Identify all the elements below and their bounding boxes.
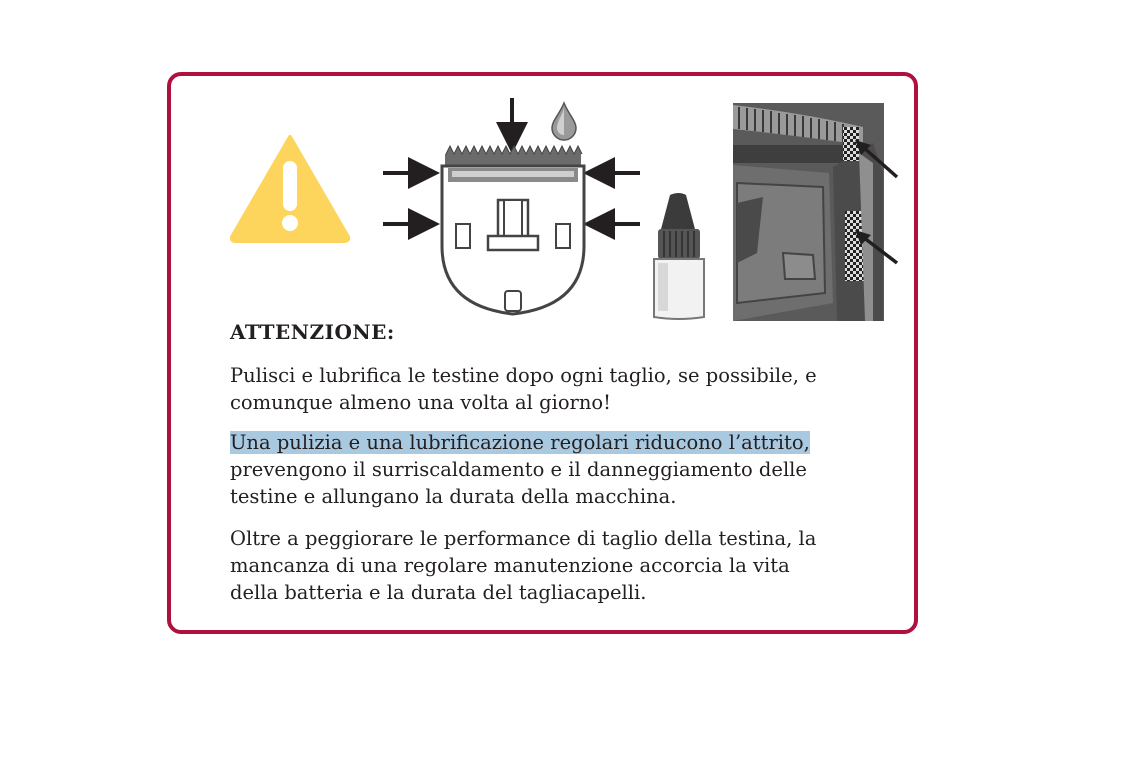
paragraph-1-line-2: comunque almeno una volta al giorno! (230, 391, 612, 414)
paragraph-2-line-3: testine e allungano la durata della macchina. (230, 485, 677, 508)
oil-drop-icon (549, 101, 579, 141)
paragraph-3-line-3: della batteria e la durata del tagliacapelli. (230, 581, 647, 604)
clipper-blade-diagram (380, 96, 650, 324)
notice-heading: ATTENZIONE: (230, 320, 395, 344)
paragraph-3-line-1: Oltre a peggiorare le performance di taglio della testina, la (230, 527, 817, 550)
paragraph-3 (230, 525, 870, 606)
blade-closeup-photo (733, 103, 905, 321)
oil-bottle-icon (650, 193, 708, 321)
paragraph-2 (230, 429, 870, 510)
paragraph-3-line-2: mancanza di una regolare manutenzione accorcia la vita (230, 554, 790, 577)
warning-triangle-icon (228, 133, 352, 243)
highlighted-text: Una pulizia e una lubrificazione regolari riducono l’attrito, (230, 431, 810, 454)
paragraph-1 (230, 362, 870, 416)
paragraph-2-line-2: prevengono il surriscaldamento e il danneggiamento delle (230, 458, 807, 481)
paragraph-1-line-1: Pulisci e lubrifica le testine dopo ogni taglio, se possibile, e (230, 364, 817, 387)
